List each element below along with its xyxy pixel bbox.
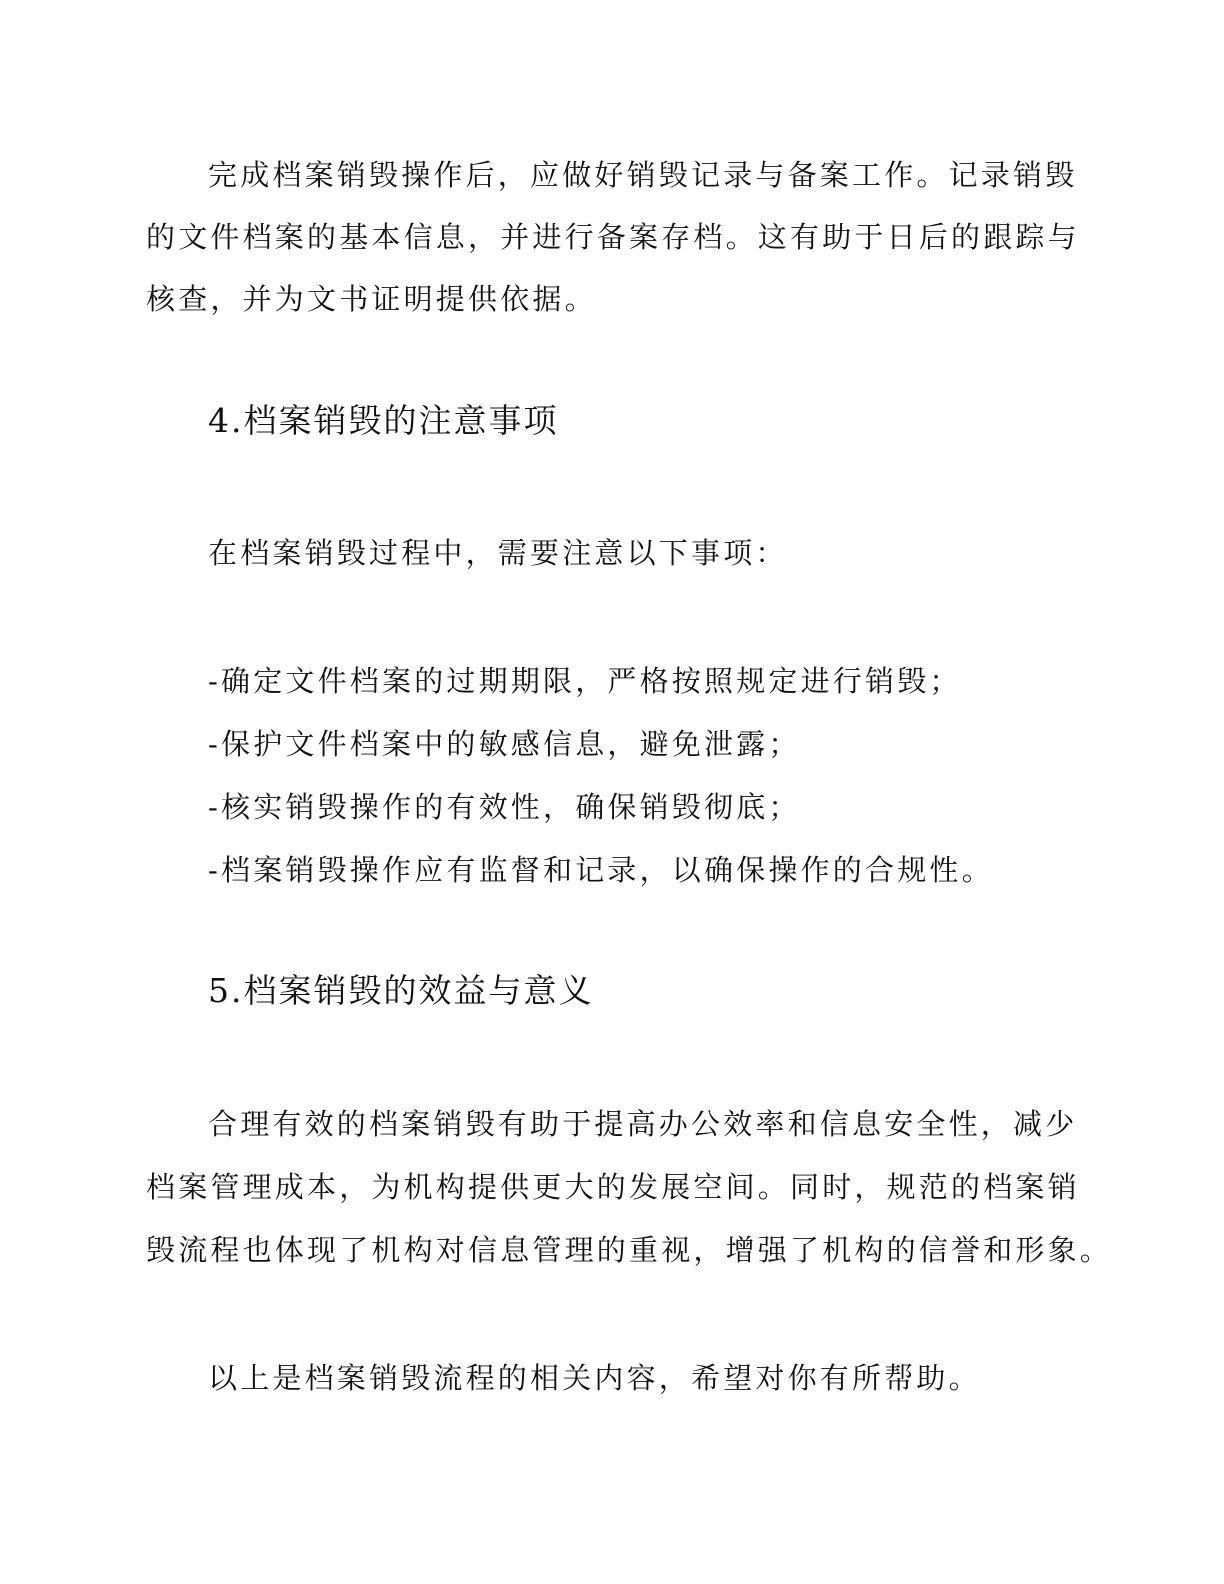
paragraph-line: 档案管理成本，为机构提供更大的发展空间。同时，规范的档案销: [146, 1170, 1080, 1204]
paragraph-line: 毁流程也体现了机构对信息管理的重视，增强了机构的信誉和形象。: [146, 1233, 1113, 1267]
list-item: -确定文件档案的过期期限，严格按照规定进行销毁；: [208, 664, 962, 698]
paragraph-line: 合理有效的档案销毁有助于提高办公效率和信息安全性，减少: [208, 1107, 1078, 1141]
list-item: -保护文件档案中的敏感信息，避免泄露；: [208, 727, 801, 761]
section-heading-4: 4.档案销毁的注意事项: [208, 401, 559, 440]
section-heading-5: 5.档案销毁的效益与意义: [208, 971, 594, 1010]
section-intro: 在档案销毁过程中，需要注意以下事项：: [208, 536, 788, 570]
paragraph-line: 的文件档案的基本信息，并进行备案存档。这有助于日后的跟踪与: [146, 220, 1080, 254]
list-item: -档案销毁操作应有监督和记录，以确保操作的合规性。: [208, 853, 994, 887]
paragraph-line: 核查，并为文书证明提供依据。: [146, 282, 597, 316]
paragraph-line: 完成档案销毁操作后，应做好销毁记录与备案工作。记录销毁: [208, 158, 1078, 192]
closing-remark: 以上是档案销毁流程的相关内容，希望对你有所帮助。: [208, 1361, 981, 1395]
list-item: -核实销毁操作的有效性，确保销毁彻底；: [208, 790, 801, 824]
